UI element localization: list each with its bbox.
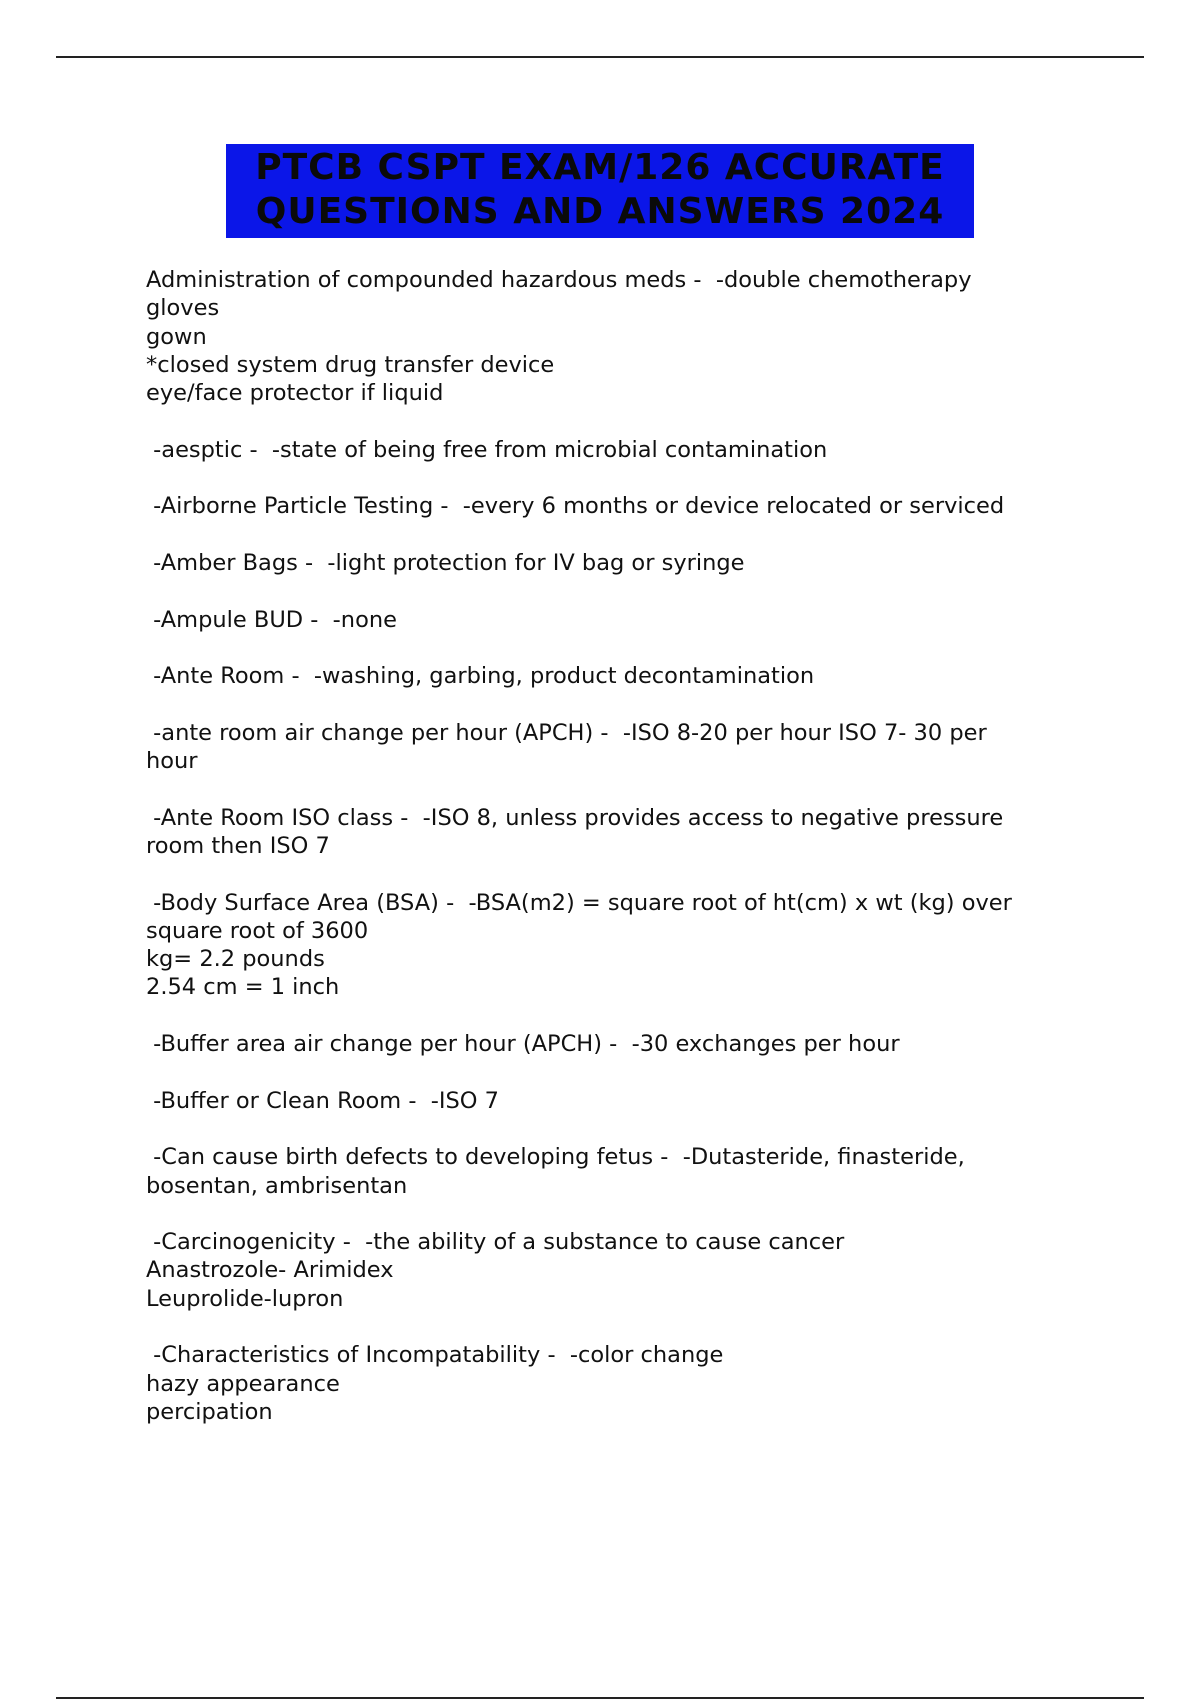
flashcard-entry [146, 1228, 1086, 1313]
entry-term-line: -Characteristics of Incompatability - -color change [146, 1342, 724, 1369]
entry-term-line: -Carcinogenicity - -the ability of a substance to cause cancer [146, 1229, 845, 1256]
flashcard-entry [146, 1341, 1086, 1426]
title-line-2: QUESTIONS AND ANSWERS 2024 [255, 191, 945, 232]
flashcard-entry [146, 662, 1086, 690]
flashcard-entry [146, 804, 1086, 861]
title-line-1: PTCB CSPT EXAM/126 ACCURATE [255, 147, 945, 188]
entry-answer-line: hour [146, 748, 198, 775]
entry-term-line: -Ante Room ISO class - -ISO 8, unless provides access to negative pressure [146, 804, 1004, 831]
entry-answer-line: gloves [146, 295, 220, 322]
entry-answer-line: percipation [146, 1398, 273, 1425]
entry-answer-line: eye/face protector if liquid [146, 380, 444, 407]
flashcard-entry [146, 549, 1086, 577]
entry-answer-line: kg= 2.2 pounds [146, 946, 325, 973]
entry-answer-line: 2.54 cm = 1 inch [146, 974, 340, 1001]
entry-answer-line: square root of 3600 [146, 917, 369, 944]
entry-term-line: -Buffer or Clean Room - -ISO 7 [146, 1087, 499, 1114]
flashcard-entry [146, 606, 1086, 634]
flashcard-entry [146, 492, 1086, 520]
entry-term-line: -Ampule BUD - -none [146, 606, 397, 633]
entry-term-line: -Ante Room - -washing, garbing, product decontamination [146, 663, 815, 690]
entry-term-line: -Body Surface Area (BSA) - -BSA(m2) = square root of ht(cm) x wt (kg) over [146, 889, 1012, 916]
entry-term-line: -ante room air change per hour (APCH) - -ISO 8-20 per hour ISO 7- 30 per [146, 719, 987, 746]
bottom-rule [56, 1697, 1144, 1699]
entry-answer-line: hazy appearance [146, 1370, 340, 1397]
document-title [226, 144, 974, 238]
entry-term-line: -aesptic - -state of being free from microbial contamination [146, 436, 828, 463]
flashcard-list [146, 266, 1086, 1454]
entry-answer-line: gown [146, 323, 207, 350]
entry-answer-line: bosentan, ambrisentan [146, 1172, 408, 1199]
flashcard-entry [146, 719, 1086, 776]
flashcard-entry [146, 889, 1086, 1002]
entry-term-line: -Buffer area air change per hour (APCH) - -30 exchanges per hour [146, 1031, 900, 1058]
flashcard-entry [146, 266, 1086, 407]
flashcard-entry [146, 1143, 1086, 1200]
entry-answer-line: Anastrozole- Arimidex [146, 1257, 394, 1284]
flashcard-entry [146, 1030, 1086, 1058]
entry-term-line: -Can cause birth defects to developing fetus - -Dutasteride, finasteride, [146, 1144, 965, 1171]
entry-answer-line: room then ISO 7 [146, 832, 330, 859]
top-rule [56, 56, 1144, 58]
flashcard-entry [146, 436, 1086, 464]
flashcard-entry [146, 1087, 1086, 1115]
title-block [0, 144, 1200, 238]
entry-answer-line: *closed system drug transfer device [146, 351, 555, 378]
entry-term-line: -Airborne Particle Testing - -every 6 months or device relocated or serviced [146, 493, 1005, 520]
entry-term-line: -Amber Bags - -light protection for IV bag or syringe [146, 549, 745, 576]
entry-term-line: Administration of compounded hazardous meds - -double chemotherapy [146, 267, 972, 293]
entry-answer-line: Leuprolide-lupron [146, 1285, 344, 1312]
